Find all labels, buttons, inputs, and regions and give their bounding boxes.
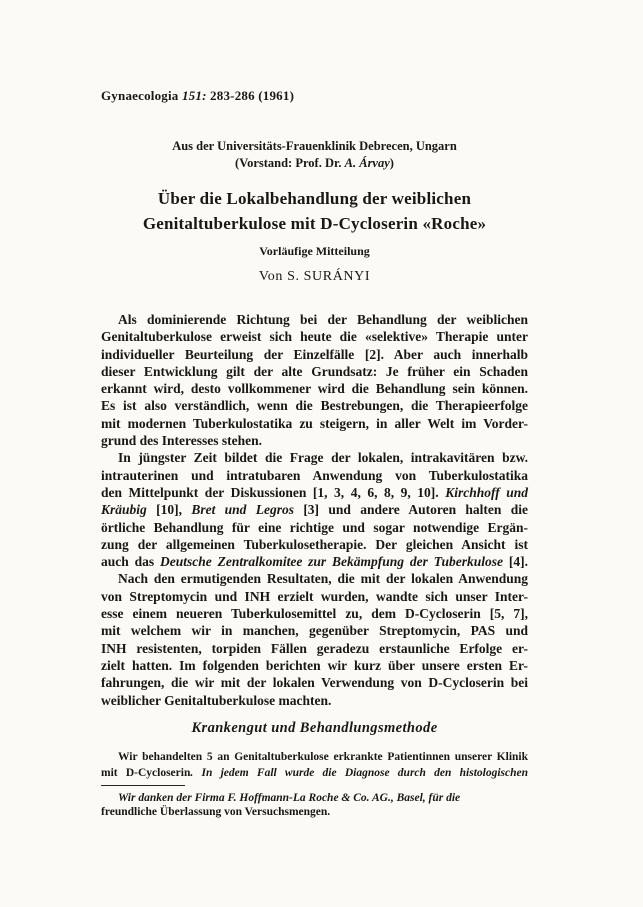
text-line: Nach den ermutigenden Resultaten, die mit der lokalen Anwendung [118, 571, 528, 587]
text-line: individueller Beurteilung der Einzelfälle [2]. Aber auch innerhalb [101, 346, 528, 362]
text-line: fahrungen, die wir mit der lokalen Verwendung von D-Cycloserin bei [101, 675, 528, 691]
text-line: örtliche Behandlung für eine richtige und sogar notwendige Ergän- [101, 519, 528, 535]
journal-citation [101, 88, 528, 104]
text-line: mit modernen Tuberkulostatika zu steigern, in aller Welt im Vorder- [101, 415, 528, 431]
text-line: zielt hatten. Im folgenden berichten wir kurz über unsere ersten Er- [101, 657, 528, 673]
text-line: dieser Entwicklung gilt der alte Grundsatz: Je früher ein Schaden [101, 363, 528, 379]
text-line: (Vorstand: Prof. Dr. A. Árvay) [235, 156, 394, 170]
text-line: erkannt wird, desto vollkommener wird die Behandlung sein können. [101, 381, 528, 397]
text-line: zung der allgemeinen Tuberkulosetherapie. Der gleichen Ansicht ist [101, 536, 528, 552]
text-line: freundliche Überlassung von Versuchsmengen. [101, 805, 331, 818]
text-line: intrauterinen und intratubaren Anwendung von Tuberkulostatika [101, 467, 528, 483]
text-line: Kräubig [10], Bret und Legros [3] und andere Autoren halten die [101, 502, 528, 518]
text-line: von Streptomycin und INH erzielt wurden, wandte sich unser Inter- [101, 588, 528, 604]
text-line: Wir danken der Firma F. Hoffmann-La Roche & Co. AG., Basel, für die [118, 791, 461, 804]
text-line: In jüngster Zeit bildet die Frage der lokalen, intrakavitären bzw. [118, 450, 528, 466]
methods-paragraph [101, 749, 528, 782]
author-byline: Von S. SURÁNYI [258, 269, 371, 284]
text-line: mit D-Cycloserin. In jedem Fall wurde die Diagnose durch den histologischen [101, 767, 529, 780]
text-line: den Mittelpunkt der Diskussionen [1, 3, 4, 6, 8, 9, 10]. Kirchhoff und [101, 484, 528, 500]
text-line: INH resistenten, torpiden Fällen geradezu erstaunliche Erfolge er- [101, 640, 528, 656]
affiliation [101, 138, 528, 172]
text-line: Es ist also verständlich, wenn die Bestrebungen, die Therapieerfolge [101, 398, 528, 414]
text-line: Gynaecologia 151: 283-286 (1961) [101, 88, 295, 103]
text-line: Über die Lokalbehandlung der weiblichen [157, 189, 472, 208]
text-line: grund des Interesses stehen. [101, 433, 263, 449]
section-heading: Krankengut und Behandlungsmethode [191, 719, 438, 736]
text-line: weiblicher Genitaltuberkulose machten. [101, 692, 332, 708]
text-line: Wir behandelten 5 an Genitaltuberkulose erkrankte Patientinnen unserer Klinik [118, 750, 528, 763]
paragraph [101, 449, 528, 570]
text-line: Als dominierende Richtung bei der Behandlung der weiblichen [118, 312, 528, 327]
text-column [101, 0, 528, 819]
footnote-divider [101, 785, 185, 786]
article-title [101, 186, 528, 236]
paragraph [101, 570, 528, 708]
paragraph [101, 311, 528, 449]
text-line: Genitaltuberkulose mit D-Cycloserin «Roche» [142, 214, 487, 233]
footnote [101, 791, 528, 819]
text-line: mit welchem wir in manchen, gegenüber Streptomycin, PAS und [101, 623, 528, 639]
text-line: Genitaltuberkulose erweist sich heute die «selektive» Therapie unter [101, 329, 528, 345]
text-line: esse einem neueren Tuberkulosemittel zu, dem D-Cycloserin [5, 7], [101, 606, 528, 622]
article-body [101, 311, 528, 709]
article-subtitle: Vorläufige Mitteilung [259, 244, 370, 258]
text-line: Aus der Universitäts-Frauenklinik Debrecen, Ungarn [172, 139, 457, 153]
text-line: auch das Deutsche Zentralkomitee zur Bekämpfung der Tuberkulose [4]. [101, 554, 528, 570]
